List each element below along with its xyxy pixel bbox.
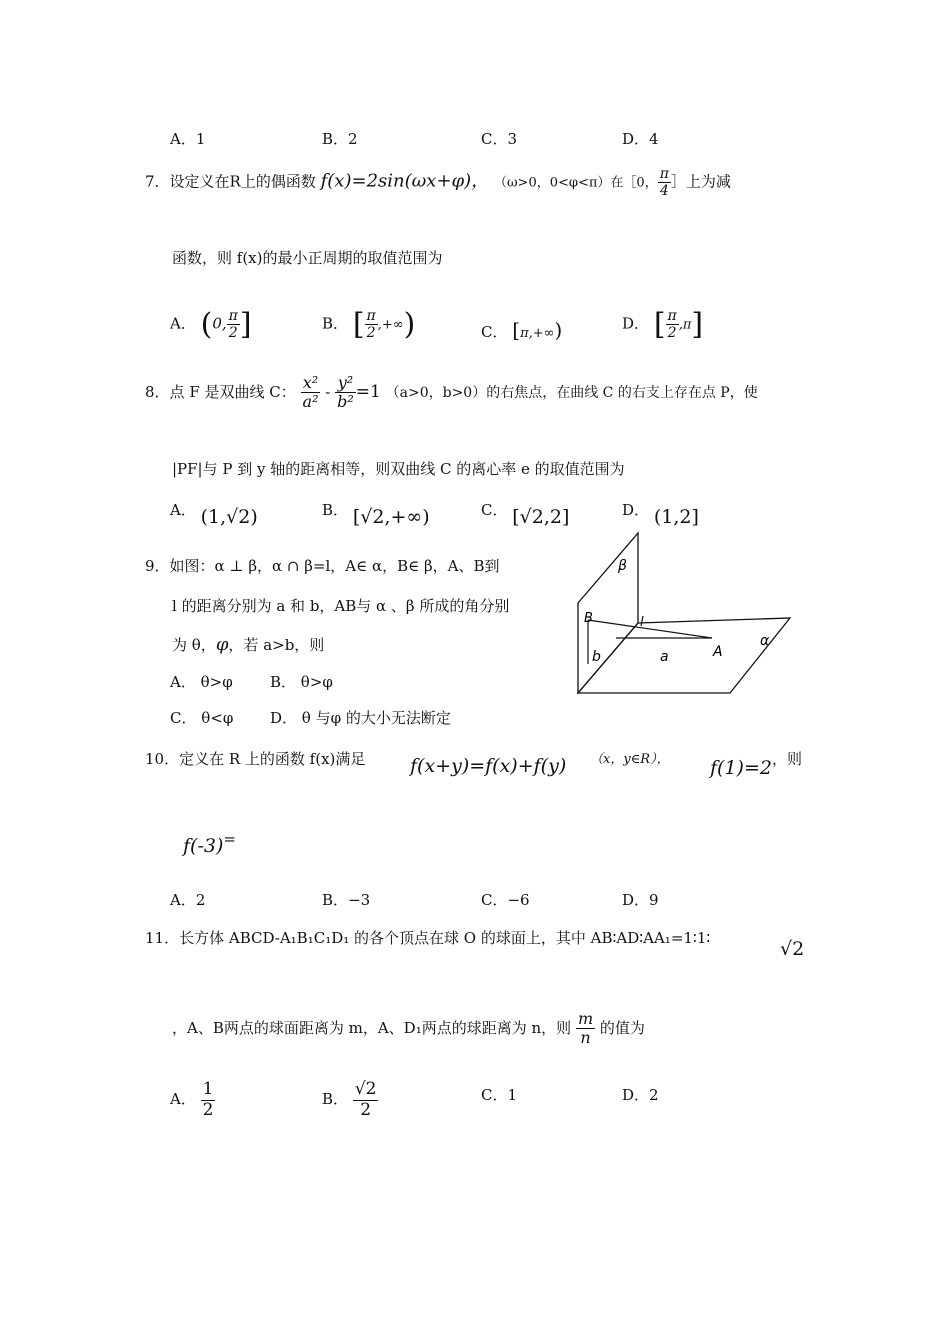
q9-option-d: D． θ 与φ 的大小无法断定 — [270, 709, 451, 727]
q10-option-b: B．−3 — [322, 891, 371, 909]
label-alpha: α — [760, 633, 770, 649]
q11-option-b: B． $\frac{√2}{2}$ — [322, 1079, 377, 1120]
q7-tail: ］上为减 — [670, 172, 731, 191]
q7-pi-over-4: $\frac{\pi}{4}$ — [659, 166, 669, 200]
q8-tail: （a>0，b>0）的右焦点，在曲线 C 的右支上存在点 P，使 — [385, 384, 758, 401]
q8-option-c: C． [√2,2] — [481, 501, 570, 528]
q11-line2: ，A、B两点的球面距离为 m，A、D₁两点的球距离为 n，则 $\frac{m}{n}$ 的值为 — [172, 1009, 645, 1048]
q10-condition: （x，y∈R）， — [590, 752, 670, 767]
q6-option-b: B．2 — [322, 130, 358, 148]
q8-option-d: D． (1,2] — [622, 501, 699, 528]
q11-option-a: A． $\frac{1}{2}$ — [170, 1079, 214, 1120]
q7-option-d: D． [ $\frac{\pi}{2}$ ,π] — [622, 307, 704, 342]
q10-option-a: A．2 — [170, 891, 206, 909]
q8-option-a: A． (1,√2) — [170, 501, 258, 528]
q7-option-b: B． [ $\frac{\pi}{2}$ ,+∞) — [322, 307, 416, 342]
q10-option-d: D．9 — [622, 891, 659, 909]
q10-tail: ，则 — [772, 750, 803, 768]
q6-option-a: A．1 — [170, 130, 206, 148]
plane-alpha — [578, 618, 790, 693]
label-a-length: a — [660, 649, 669, 665]
q9-figure-planes — [570, 528, 800, 698]
q8-lead: 点 F 是双曲线 C： — [169, 382, 296, 401]
q10-ask: f(-3)= — [183, 830, 236, 857]
q7-condition: （ω>0，0<φ<π）在［0， — [493, 175, 658, 191]
q6-option-c: C．3 — [481, 130, 518, 148]
q11-m-over-n: $\frac{m}{n}$ — [577, 1009, 594, 1048]
q8-x2-over-a2: $\frac{\text{x²}}{\text{a²}}$ — [302, 373, 319, 412]
q7-lead: 设定义在R上的偶函数 — [169, 172, 316, 191]
q7-option-a-letter: A． — [170, 314, 196, 333]
q9-option-b: B． θ>φ — [270, 673, 333, 691]
q11-lead: 11．长方体 ABCD-A₁B₁C₁D₁ 的各个顶点在球 O 的球面上，其中 AB∶AD∶AA₁=1∶1∶ — [145, 929, 711, 947]
label-l: l — [640, 615, 644, 630]
q7-function: f(x)=2sin(ωx+φ)， — [320, 170, 490, 192]
q9-line2: l 的距离分别为 a 和 b，AB与 α 、β 所成的角分别 — [172, 597, 510, 615]
q8-line2: |PF|与 P 到 y 轴的距离相等，则双曲线 C 的离心率 e 的取值范围为 — [172, 460, 625, 478]
label-a-point: A — [713, 644, 723, 660]
q7-stem — [145, 166, 731, 199]
q9-option-a: A． θ>φ — [170, 673, 233, 691]
q9-line3: 为 θ，φ，若 a>b，则 — [172, 634, 325, 655]
q10-f1: f(1)=2 — [710, 757, 772, 779]
label-b-point: B — [584, 611, 593, 626]
q10-equation: f(x+y)=f(x)+f(y) — [410, 755, 567, 777]
q11-sqrt2: √2 — [780, 938, 805, 960]
q7-number: 7． — [145, 172, 170, 191]
q11-option-c: C．1 — [481, 1086, 518, 1104]
q11-option-d: D．2 — [622, 1086, 659, 1104]
q7-option-c: C． [π,+∞) — [481, 318, 563, 342]
q7-line2: 函数，则 f(x)的最小正周期的取值范围为 — [172, 249, 443, 267]
q6-option-d: D．4 — [622, 130, 659, 148]
q8-stem: 8．点 F 是双曲线 C： $\frac{\text{x²}}{\text{a²}}$ - $\frac{\text{y²}}{\text{b²}}$ =1 （a>0，b>0）的右焦点，在曲线 C 的右支上存在点 P，使 — [145, 373, 758, 412]
label-b-length: b — [592, 649, 601, 665]
q10-option-c: C．−6 — [481, 891, 530, 909]
label-beta: β — [618, 558, 627, 574]
q9-option-c: C． θ<φ — [170, 709, 234, 727]
q7-option-a: A． (0, $\frac{\pi}{2}$ ] — [170, 307, 252, 342]
q10-lead: 10．定义在 R 上的函数 f(x)满足 — [145, 750, 366, 768]
q9-line1: 9．如图：α ⊥ β，α ∩ β=l，A∈ α，B∈ β，A、B到 — [145, 557, 500, 575]
q8-option-b: B． [√2,+∞) — [322, 501, 430, 528]
q8-y2-over-b2: $\frac{\text{y²}}{\text{b²}}$ — [337, 373, 354, 412]
